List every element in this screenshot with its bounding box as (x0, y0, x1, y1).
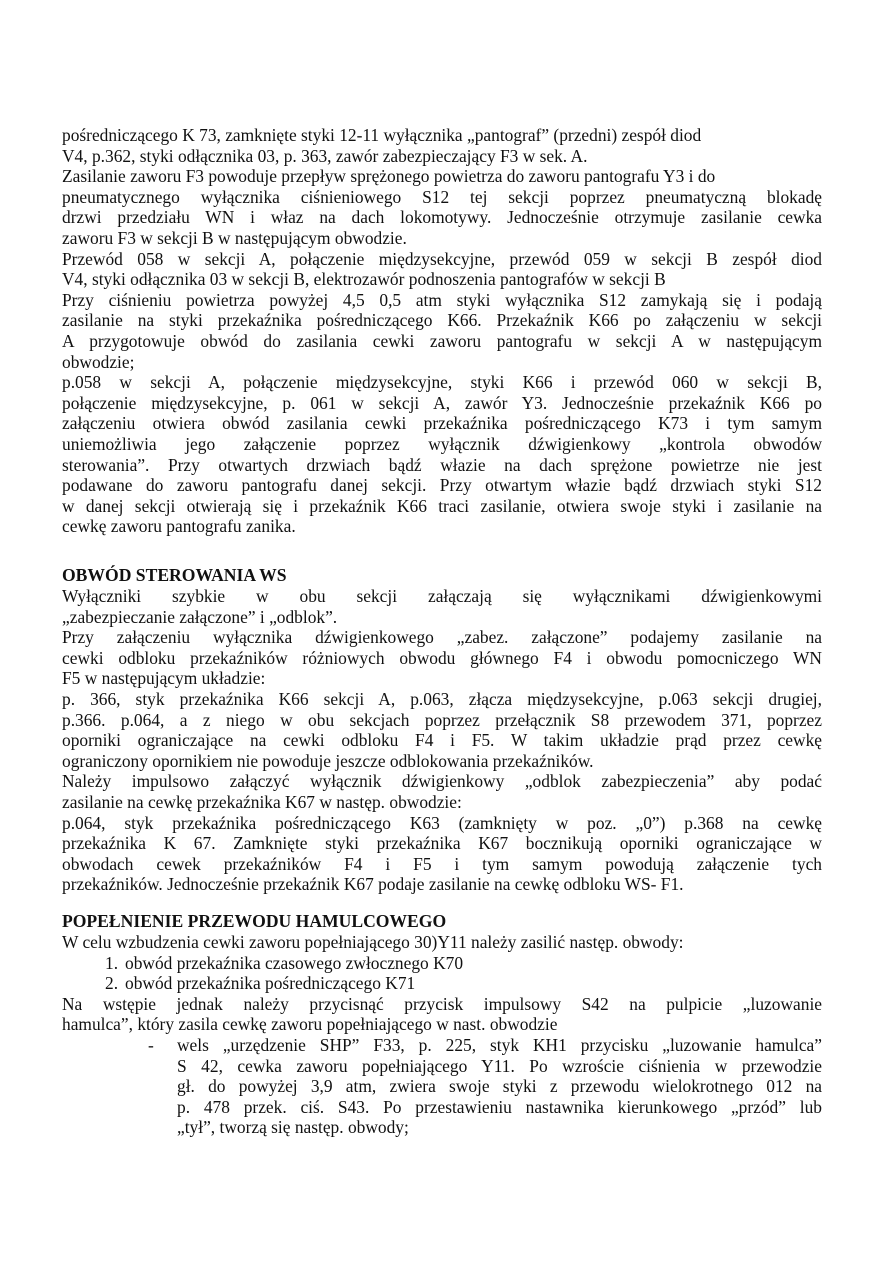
text-line: podawane do zaworu pantografu danej sekcji. Przy otwartym włazie bądź drzwiach styki S12 (62, 475, 822, 496)
text-line: zaworu F3 w sekcji B w następującym obwodzie. (62, 227, 407, 248)
text-line: oporniki ograniczające na cewki odbloku F4 i F5. W takim układzie prąd przez cewkę (62, 730, 822, 751)
paragraph-ws-control-circuit (62, 586, 822, 895)
text-line: Przy ciśnieniu powietrza powyżej 4,5 0,5 atm styki wyłącznika S12 zamykają się i podają (62, 289, 822, 310)
paragraph-brake-pipe (62, 932, 822, 1138)
text-line: pneumatycznego wyłącznika ciśnieniowego S12 tej sekcji poprzez pneumatyczną blokadę (62, 186, 822, 207)
paragraph-pantograph-circuit (62, 125, 822, 537)
text-line: cewkę zaworu pantografu zanika. (62, 516, 296, 537)
section-heading-brake-pipe: POPEŁNIENIE PRZEWODU HAMULCOWEGO (62, 911, 447, 931)
release-paragraph (62, 994, 822, 1035)
text-line: F5 w następującym układzie: (62, 668, 266, 689)
list-number: 1. (105, 952, 119, 973)
text-line: gł. do powyżej 3,9 atm, zwiera swoje styki z przewodu wielokrotnego 012 na (177, 1076, 822, 1097)
text-line: V4, p.362, styki odłącznika 03, p. 363, zawór zabezpieczający F3 w sek. A. (62, 145, 588, 166)
text-line: Zasilanie zaworu F3 powoduje przepływ sprężonego powietrza do zaworu pantografu Y3 i do (62, 166, 716, 187)
text-line: p. 478 przek. ciś. S43. Po przestawieniu nastawnika kierunkowego „przód” lub (177, 1096, 822, 1117)
dash-marker: - (148, 1034, 154, 1055)
text-line: ograniczony opornikiem nie powoduje jeszcze odblokowania przekaźników. (62, 750, 594, 771)
text-line: Należy impulsowo załączyć wyłącznik dźwigienkowy „odblok zabezpieczenia” aby podać (62, 771, 822, 792)
text-line: przekaźników. Jednocześnie przekaźnik K67 podaje zasilanie na cewkę odbloku WS- F1. (62, 874, 684, 895)
text-line: Przewód 058 w sekcji A, połączenie międzysekcyjne, przewód 059 w sekcji B zespół diod (62, 248, 822, 269)
text-line: Przy załączeniu wyłącznika dźwigienkowego „zabez. załączone” podajemy zasilanie na (62, 627, 822, 648)
list-number: 2. (105, 973, 119, 994)
text-line: uniemożliwia jego załączenie poprzez wyłącznik dźwigienkowy „kontrola obwodów (62, 433, 822, 454)
text-line: hamulca”, który zasila cewkę zaworu popełniającego w nast. obwodzie (62, 1014, 558, 1035)
text-line: obwodach cewek przekaźników F4 i F5 i tym samym powodują załączenie tych (62, 853, 822, 874)
text-line: w danej sekcji otwierają się i przekaźnik K66 traci zasilanie, otwiera swoje styki i zasilanie na (62, 495, 822, 516)
text-line: V4, styki odłącznika 03 w sekcji B, elektrozawór podnoszenia pantografów w sekcji B (62, 269, 666, 290)
text-line: załączeniu otwiera obwód zasilania cewki przekaźnika pośredniczącego K73 i tym samym (62, 413, 822, 434)
text-line: „zabezpieczanie załączone” i „odblok”. (62, 606, 338, 627)
numbered-list (62, 953, 822, 994)
dash-list-item (62, 1035, 822, 1138)
section-heading-ws-control: OBWÓD STEROWANIA WS (62, 565, 287, 585)
numbered-list-item (62, 973, 822, 994)
text-line: Na wstępie jednak należy przycisnąć przycisk impulsowy S42 na pulpicie „luzowanie (62, 993, 822, 1014)
text-line: Wyłączniki szybkie w obu sekcji załączają się wyłącznikami dźwigienkowymi (62, 586, 822, 606)
text-line: p.058 w sekcji A, połączenie międzysekcyjne, styki K66 i przewód 060 w sekcji B, (62, 372, 822, 393)
text-line: p.064, styk przekaźnika pośredniczącego K63 (zamknięty w poz. „0”) p.368 na cewkę (62, 812, 822, 833)
text-line: p.366. p.064, a z niego w obu sekcjach poprzez przełącznik S8 przewodem 371, poprzez (62, 709, 822, 730)
text-line: cewki odbloku przekaźników różniowych obwodu głównego F4 i obwodu pomocniczego WN (62, 647, 822, 668)
text-line: połączenie międzysekcyjne, p. 061 w sekcji A, zawór Y3. Jednocześnie przekaźnik K66 po (62, 392, 822, 413)
list-item-text: obwód przekaźnika czasowego zwłocznego K70 (125, 952, 464, 973)
text-line: A przygotowuje obwód do zasilania cewki zaworu pantografu w sekcji A w następującym (62, 330, 822, 351)
text-line: „tył”, tworzą się następ. obwody; (177, 1117, 409, 1138)
list-item-text: obwód przekaźnika pośredniczącego K71 (125, 973, 416, 994)
text-line: sterowania”. Przy otwartych drzwiach bądź włazie na dach sprężone powietrze nie jest (62, 454, 822, 475)
text-line: przekaźnika K 67. Zamknięte styki przekaźnika K67 bocznikują oporniki ograniczające w (62, 833, 822, 854)
text-line: drzwi przedziału WN i właz na dach lokomotywy. Jednocześnie otrzymuje zasilanie cewka (62, 207, 822, 228)
intro-line: W celu wzbudzenia cewki zaworu popełniającego 30)Y11 należy zasilić następ. obwody: (62, 932, 684, 952)
text-line: pośredniczącego K 73, zamknięte styki 12-11 wyłącznika „pantograf” (przedni) zespół diod (62, 125, 702, 145)
dash-item-text (177, 1035, 822, 1138)
text-line: zasilanie na cewkę przekaźnika K67 w następ. obwodzie: (62, 791, 462, 812)
text-line: obwodzie; (62, 351, 135, 372)
text-line: zasilanie na styki przekaźnika pośredniczącego K66. Przekaźnik K66 po załączeniu w sekcji (62, 310, 822, 331)
text-line: p. 366, styk przekaźnika K66 sekcji A, p.063, złącza międzysekcyjne, p.063 sekcji drugiej, (62, 688, 822, 709)
text-line: S 42, cewka zaworu popełniającego Y11. Po wzroście ciśnienia w przewodzie (177, 1055, 822, 1076)
text-line: wels „urzędzenie SHP” F33, p. 225, styk KH1 przycisku „luzowanie hamulca” (177, 1034, 822, 1055)
numbered-list-item (62, 953, 822, 974)
